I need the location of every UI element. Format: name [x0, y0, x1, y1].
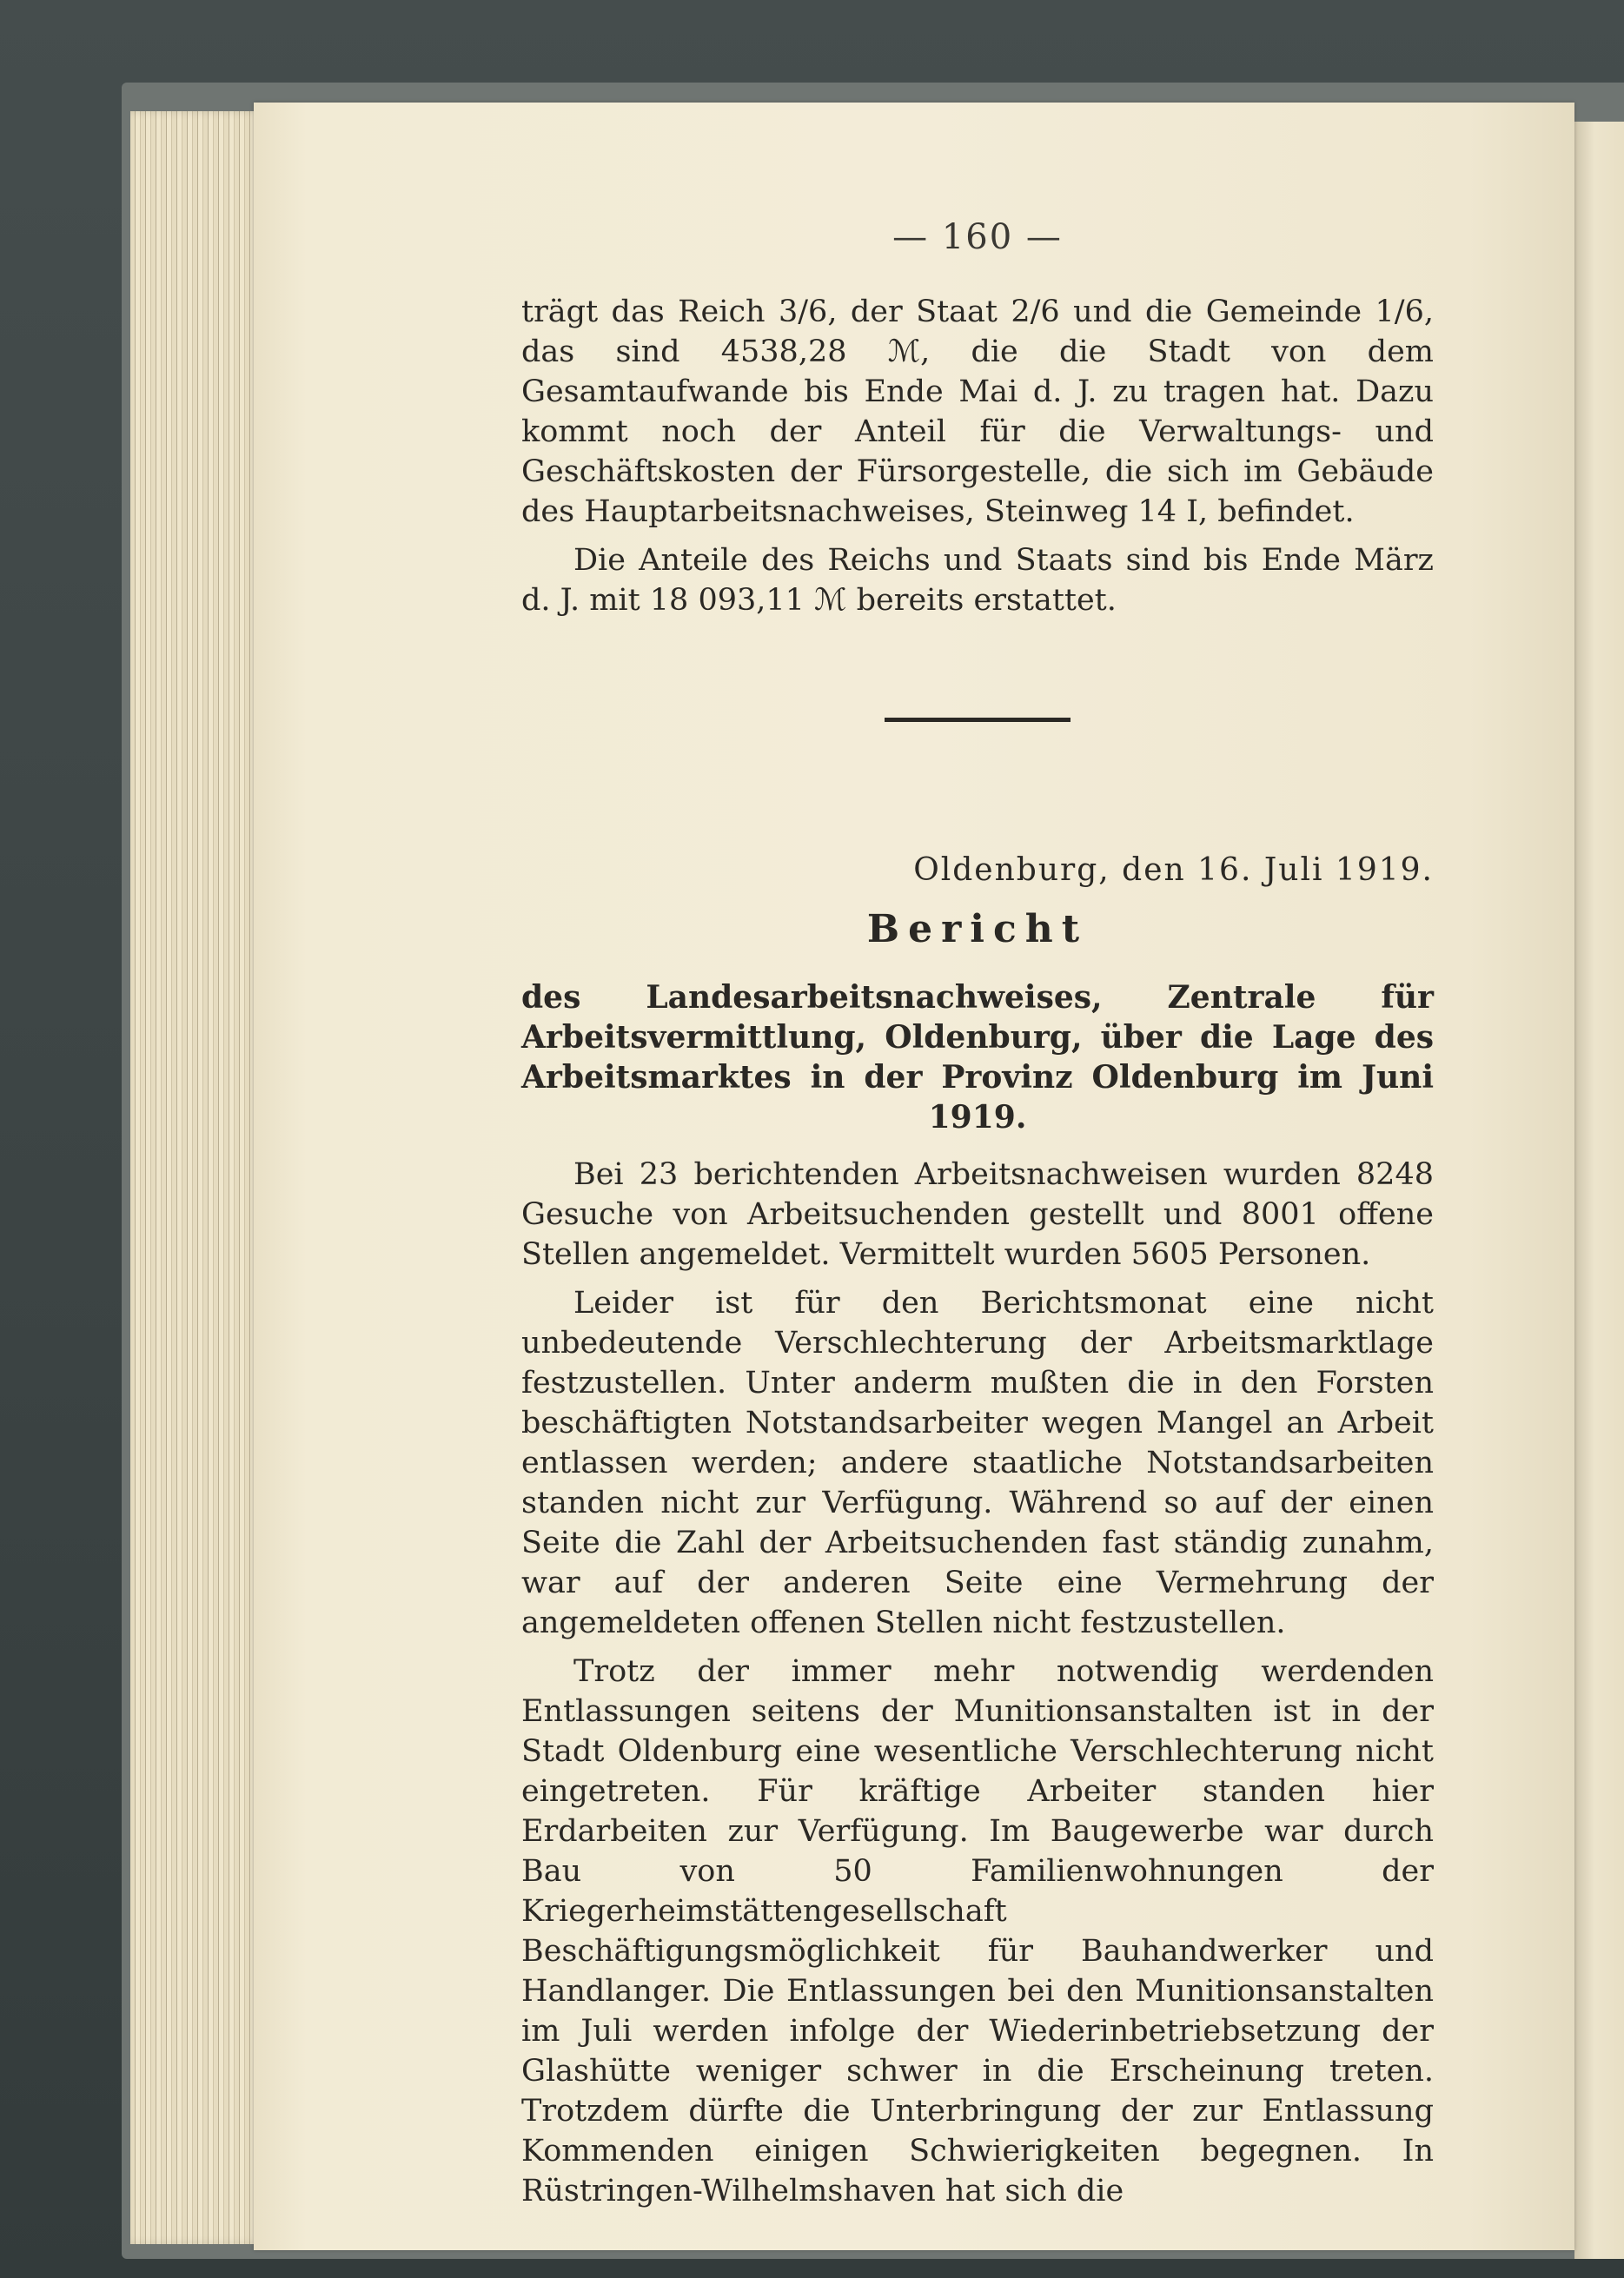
report-paragraph-1: Bei 23 berichtenden Arbeitsnachweisen wurden 8248 Gesuche von Arbeitsuchenden gestellt und 8001 offene Stellen angemeldet. Vermittelt wurden 5605 Personen.	[521, 1157, 1434, 1272]
section-divider	[885, 718, 1071, 722]
page-edges	[130, 111, 261, 2244]
report-paragraph-2: Leider ist für den Berichtsmonat eine nicht unbedeutende Verschlechterung der Arbeitsmarktlage festzustellen. Unter anderm mußten die in den Forsten beschäftigten Notstandsarbeiter wegen Mangel an Arbeit entlassen werden; andere staatliche Notstandsarbeiten standen nicht zur Verfügung. Während so auf der einen Seite die Zahl der Arbeitsuchenden fast ständig zunahm, war auf der anderen Seite eine Vermehrung der angemeldeten offenen Stellen nicht festzustellen.	[521, 1286, 1434, 1640]
continuation-paragraph-2: Die Anteile des Reichs und Staats sind bis Ende März d. J. mit 18 093,11 ℳ bereits erstattet.	[521, 543, 1434, 618]
continuation-paragraph-1: trägt das Reich 3/6, der Staat 2/6 und die Gemeinde 1/6, das sind 4538,28 ℳ, die die Stadt von dem Gesamtaufwande bis Ende Mai d. J. zu tragen hat. Dazu kommt noch der Anteil für die Verwaltungs- und Geschäftskosten der Fürsorgestelle, die sich im Gebäude des Hauptarbeitsnachweises, Steinweg 14 I, befindet.	[521, 295, 1434, 529]
report-subtitle: des Landesarbeitsnachweises, Zentrale für Arbeitsvermittlung, Oldenburg, über die Lage des Arbeitsmarktes in der Provinz Oldenburg im Juni 1919.	[521, 979, 1434, 1136]
report-title: Bericht	[866, 907, 1089, 951]
report-dateline: Oldenburg, den 16. Juli 1919.	[913, 852, 1434, 888]
report-paragraph-3: Trotz der immer mehr notwendig werdenden Entlassungen seitens der Munitionsanstalten ist in der Stadt Oldenburg eine wesentliche Verschlechterung nicht eingetreten. Für kräftige Arbeiter standen hier Erdarbeiten zur Verfügung. Im Baugewerbe war durch Bau von 50 Familienwohnungen der Kriegerheimstättengesellschaft Beschäftigungsmöglichkeit für Bauhandwerker und Handlanger. Die Entlassungen bei den Munitionsanstalten im Juli werden infolge der Wiederinbetriebsetzung der Glashütte weniger schwer in die Erscheinung treten. Trotzdem dürfte die Unterbringung der zur Entlassung Kommenden einigen Schwierigkeiten begegnen. In Rüstringen-Wilhelmshaven hat sich die	[521, 1654, 1434, 2208]
adjacent-page-edge	[1574, 122, 1624, 2259]
page-text	[521, 217, 1434, 2211]
page-number: — 160 —	[892, 217, 1063, 257]
